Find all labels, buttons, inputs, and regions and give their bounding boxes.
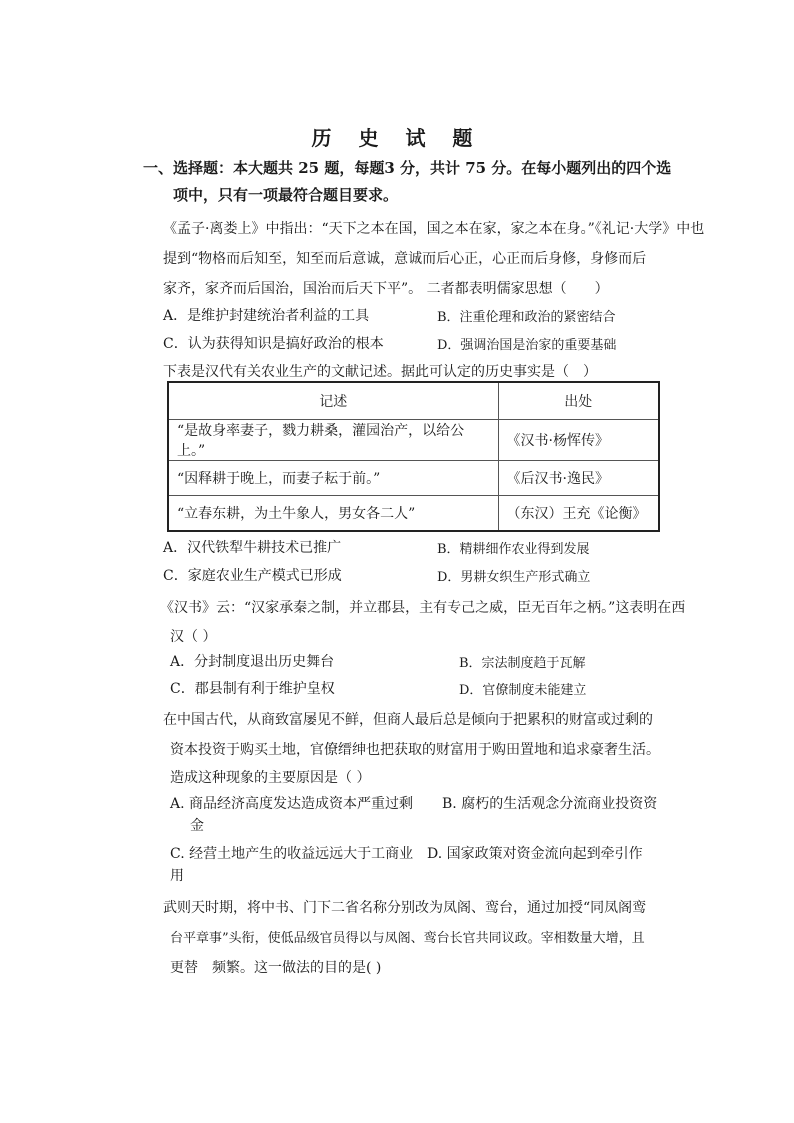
q5-stem-line3: 更替 频繁。这一做法的目的是( ) xyxy=(170,960,382,976)
q5-stem-line2: 台平章事”头衔，使低品级官员得以与凤阁、鸾台长官共同议政。宰相数量大增，且 xyxy=(170,931,645,946)
q5-stem-line1: 武则天时期，将中书、门下二省名称分别改为凤阁、鸾台，通过加授“同凤阁鸾 xyxy=(163,900,647,916)
q4-option-wrap-1: 金 xyxy=(190,818,204,834)
q4-stem-line1: 在中国古代，从商致富屡见不鲜，但商人最后总是倾向于把累积的财富或过剩的 xyxy=(163,712,653,728)
q1-option-a: A．是维护封建统治者利益的工具 xyxy=(163,308,370,324)
q2-stem: 下表是汉代有关农业生产的文献记述。据此可认定的历史事实是（ ） xyxy=(163,364,597,380)
q4-stem-line3: 造成这种现象的主要原因是（ ） xyxy=(170,770,371,786)
table-header-source: 出处 xyxy=(498,382,659,420)
q3-option-d: D．官僚制度未能建立 xyxy=(459,683,587,698)
table-cell-source: （东汉）王充《论衡》 xyxy=(498,496,659,532)
table-cell-source: 《后汉书·逸民》 xyxy=(498,461,659,496)
q4-option-b: B. 腐朽的生活观念分流商业投资资 xyxy=(442,796,658,812)
q4-option-a: A. 商品经济高度发达造成资本严重过剩 xyxy=(170,796,414,812)
q1-option-c: C．认为获得知识是搞好政治的根本 xyxy=(163,336,384,352)
q2-option-a: A．汉代铁犁牛耕技术已推广 xyxy=(163,540,342,556)
q4-option-wrap-2: 用 xyxy=(170,868,184,884)
table-row xyxy=(168,496,659,532)
table-cell-record: “立春东耕，为土牛象人，男女各二人” xyxy=(168,496,498,532)
q3-stem-line1: 《汉书》云：“汉家承秦之制，并立郡县，主有专己之威，臣无百年之柄。”这表明在西 xyxy=(160,600,686,616)
table-row xyxy=(168,461,659,496)
table-header-record: 记述 xyxy=(168,382,498,420)
q4-option-c: C. 经营土地产生的收益远远大于工商业 xyxy=(170,846,414,862)
section-heading-line1: 一、选择题：本大题共 25 题，每题3 分，共计 75 分。在每小题列出的四个选 xyxy=(143,159,672,177)
table-row xyxy=(168,420,659,461)
q3-option-c: C．郡县制有利于维护皇权 xyxy=(170,681,335,697)
q1-option-d: D．强调治国是治家的重要基础 xyxy=(437,338,617,353)
q1-stem-line3: 家齐，家齐而后国治，国治而后天下平”。 二者都表明儒家思想（ ） xyxy=(163,281,609,297)
table-cell-record: “因释耕于晚上，而妻子耘于前。” xyxy=(168,461,498,496)
q1-stem-line2: 提到“物格而后知至，知至而后意诚，意诚而后心正，心正而后身修，身修而后 xyxy=(163,251,647,267)
table-cell-source: 《汉书·杨恽传》 xyxy=(498,420,659,461)
records-table xyxy=(167,381,660,532)
section-heading-line2: 项中，只有一项最符合题目要求。 xyxy=(173,186,399,204)
q3-stem-line2: 汉（ ） xyxy=(170,629,217,645)
q1-option-b: B．注重伦理和政治的紧密结合 xyxy=(437,310,616,325)
q4-stem-line2: 资本投资于购买土地，官僚缙绅也把获取的财富用于购田置地和追求豪奢生活。 xyxy=(170,742,660,758)
table-cell-record: “是故身率妻子，戮力耕桑，灌园治产，以给公上。” xyxy=(168,420,498,461)
q3-option-b: B．宗法制度趋于瓦解 xyxy=(459,656,586,671)
q4-option-d: D. 国家政策对资金流向起到牵引作 xyxy=(427,846,643,862)
q2-option-b: B．精耕细作农业得到发展 xyxy=(437,542,590,557)
q2-option-d: D．男耕女织生产形式确立 xyxy=(437,570,591,585)
q3-option-a: A．分封制度退出历史舞台 xyxy=(170,654,335,670)
page-title: 历 史 试 题 xyxy=(311,126,483,150)
q2-option-c: C．家庭农业生产模式已形成 xyxy=(163,568,342,584)
table-header-row xyxy=(168,382,659,420)
q1-stem-line1: 《孟子·离娄上》中指出：“天下之本在国，国之本在家，家之本在身。”《礼记·大学》中也 xyxy=(163,221,705,237)
